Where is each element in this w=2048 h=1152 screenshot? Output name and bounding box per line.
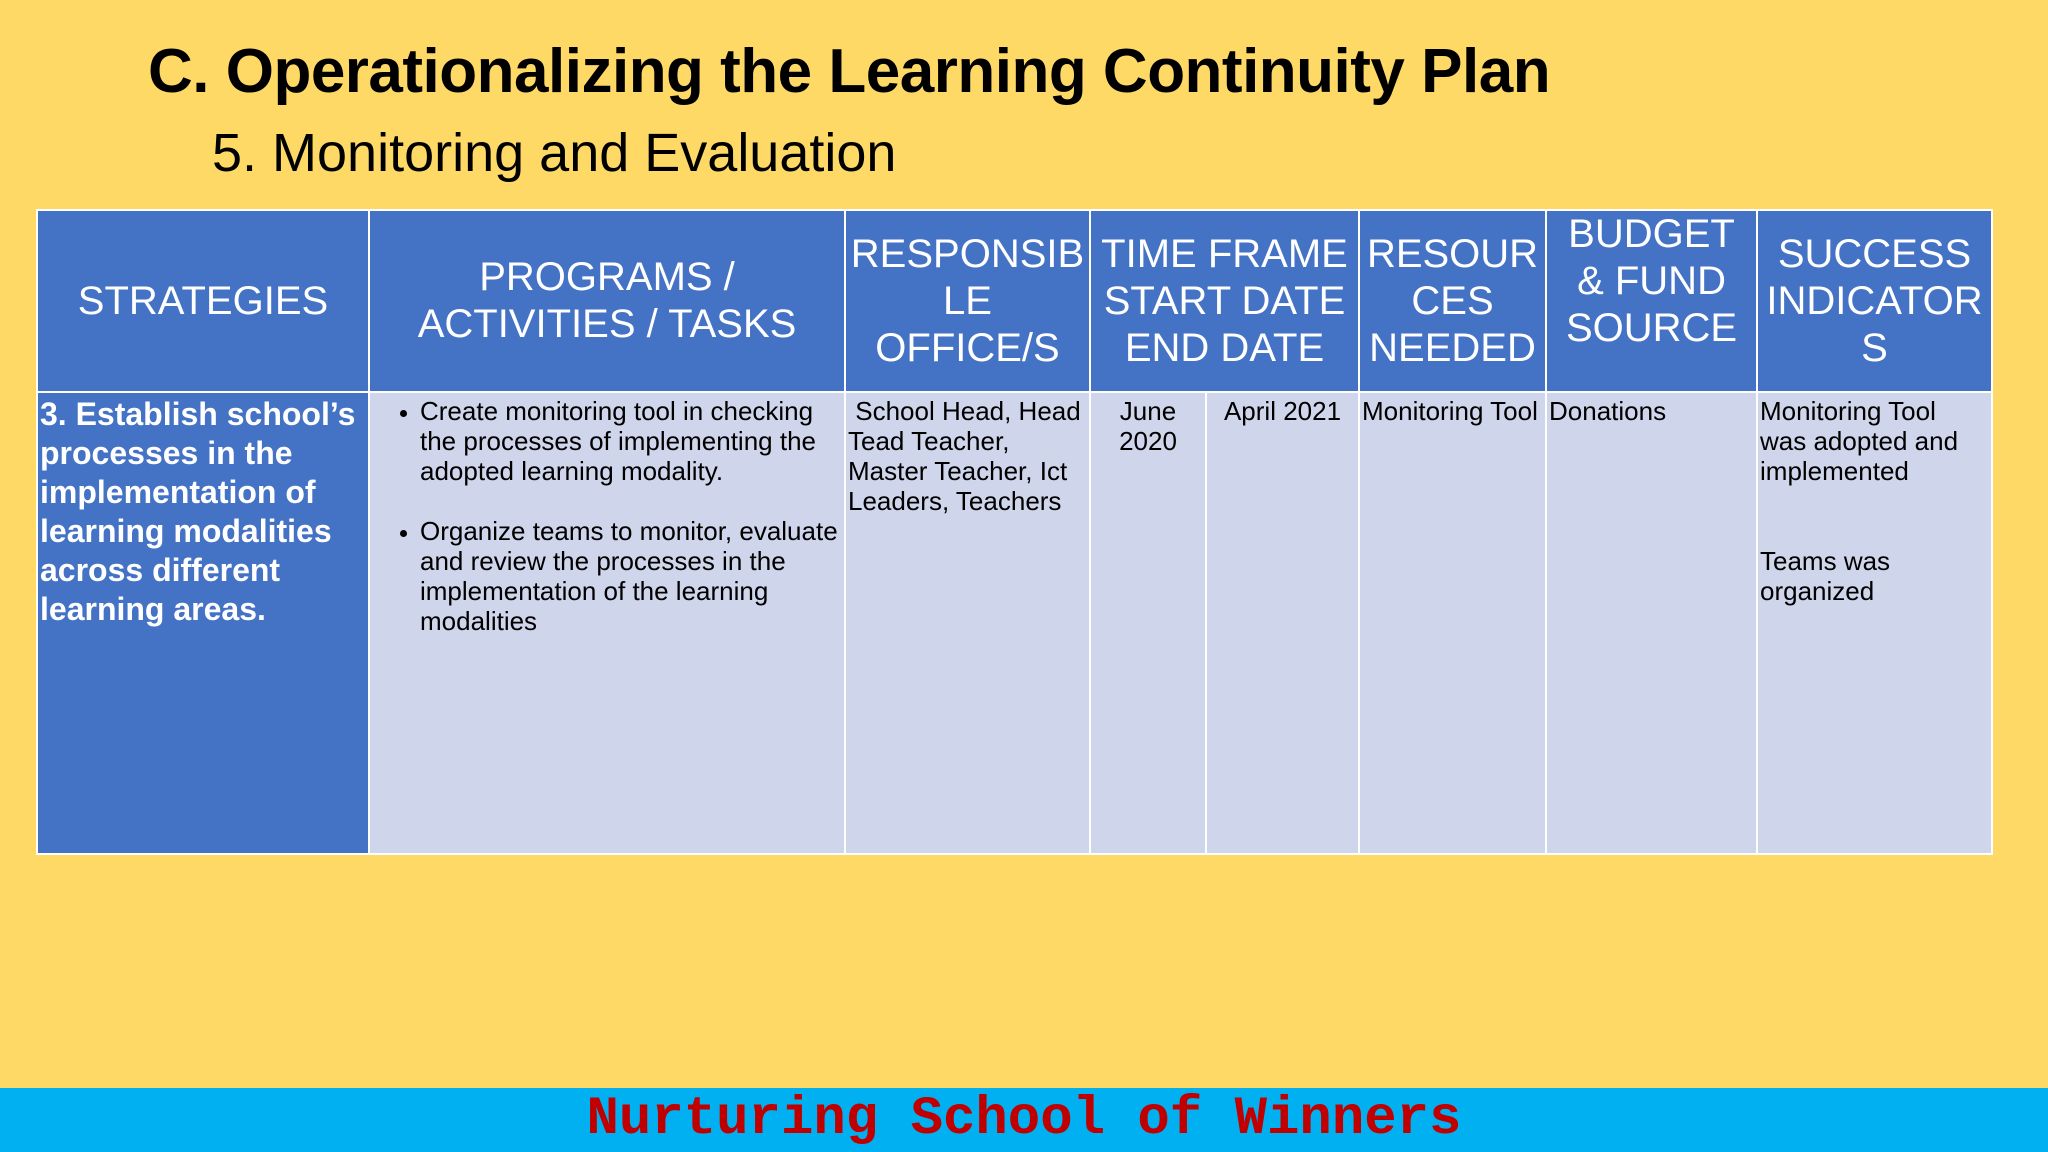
slide-subtitle: 5. Monitoring and Evaluation (212, 123, 897, 183)
header-success-indicators: SUCCESS INDICATOR S (1757, 210, 1992, 392)
start-date-cell: June 2020 (1090, 392, 1206, 854)
tasks-list (372, 396, 842, 636)
header-budget-fund-source: BUDGET & FUND SOURCE (1546, 210, 1757, 392)
responsible-cell: School Head, Head Tead Teacher, Master Teacher, Ict Leaders, Teachers (845, 392, 1090, 854)
strategy-cell: 3. Establish school’s processes in the implementation of learning modalities across different learning areas. (37, 392, 369, 854)
footer-banner (0, 1088, 2048, 1152)
slide-title: C. Operationalizing the Learning Continuity Plan (148, 37, 1551, 106)
tasks-cell (369, 392, 845, 854)
header-responsible-office: RESPONSIB LE OFFICE/S (845, 210, 1090, 392)
resources-cell: Monitoring Tool (1359, 392, 1546, 854)
header-resources-needed: RESOUR CES NEEDED (1359, 210, 1546, 392)
header-programs: PROGRAMS / ACTIVITIES / TASKS (369, 210, 845, 392)
table-header-row (37, 210, 1992, 392)
list-item: • Create monitoring tool in checking the processes of implementing the adopted learning modality. (420, 396, 842, 486)
end-date-cell: April 2021 (1206, 392, 1359, 854)
indicator-item: Monitoring Tool was adopted and implemented (1760, 396, 1959, 486)
monitoring-evaluation-table (36, 209, 1993, 855)
footer-motto: Nurturing School of Winners (586, 1089, 1462, 1150)
header-strategies: STRATEGIES (37, 210, 369, 392)
header-time-frame: TIME FRAME START DATE END DATE (1090, 210, 1359, 392)
budget-cell: Donations (1546, 392, 1757, 854)
indicators-cell (1757, 392, 1992, 854)
list-item: • Organize teams to monitor, evaluate and review the processes in the implementation of the learning modalities (420, 516, 842, 636)
indicator-item: Teams was organized (1760, 546, 1891, 606)
table-row (37, 392, 1992, 854)
